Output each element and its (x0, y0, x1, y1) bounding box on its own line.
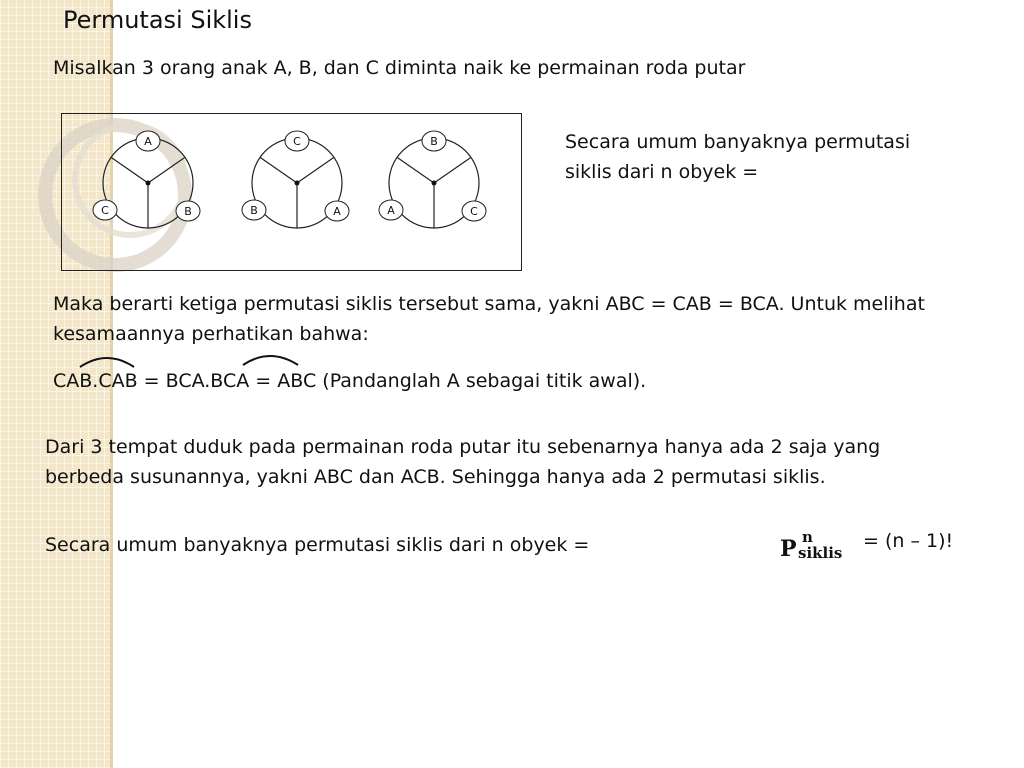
general-statement: Secara umum banyaknya permutasi siklis dari n obyek = (45, 534, 590, 556)
seat-label: A (387, 204, 395, 217)
wheel-spoke (148, 157, 185, 183)
seat-label: A (333, 205, 341, 218)
seat-label: B (184, 205, 192, 218)
side-note-line-2: siklis dari n obyek = (565, 161, 759, 183)
wheel-hub (432, 181, 437, 186)
side-note-line-1: Secara umum banyaknya permutasi (565, 131, 911, 153)
arc-over-cab (80, 358, 134, 367)
seat-label: A (144, 135, 152, 148)
seat-label: C (293, 135, 301, 148)
arc-over-bca (243, 356, 298, 365)
seat-label: C (101, 204, 109, 217)
wheel-spoke (434, 157, 471, 183)
intro-text: Misalkan 3 orang anak A, B, dan C diminta naik ke permainan roda putar (53, 57, 746, 79)
formula-result: = (n – 1)! (863, 530, 954, 552)
formula-symbol: P (780, 536, 797, 562)
paragraph-2-line-2: berbeda susunannya, yakni ABC dan ACB. Sehingga hanya ada 2 permutasi siklis. (45, 466, 826, 488)
formula-subscript: siklis (798, 544, 843, 562)
identity-line: CAB.CAB = BCA.BCA = ABC (Pandanglah A sebagai titik awal). (53, 370, 647, 392)
paragraph-1-line-1: Maka berarti ketiga permutasi siklis tersebut sama, yakni ABC = CAB = BCA. Untuk melihat (53, 293, 925, 315)
wheel-hub (146, 181, 151, 186)
wheel-spoke (260, 157, 297, 183)
wheel-spoke (111, 157, 148, 183)
wheel-spoke (297, 157, 334, 183)
wheel-spoke (397, 157, 434, 183)
seat-label: C (470, 205, 478, 218)
wheel-hub (295, 181, 300, 186)
paragraph-2-line-1: Dari 3 tempat duduk pada permainan roda putar itu sebenarnya hanya ada 2 saja yang (45, 436, 881, 458)
seat-label: B (250, 204, 258, 217)
formula-superscript: n (802, 528, 813, 546)
page-title: Permutasi Siklis (63, 6, 252, 34)
paragraph-1-line-2: kesamaannya perhatikan bahwa: (53, 323, 369, 345)
seat-label: B (430, 135, 438, 148)
